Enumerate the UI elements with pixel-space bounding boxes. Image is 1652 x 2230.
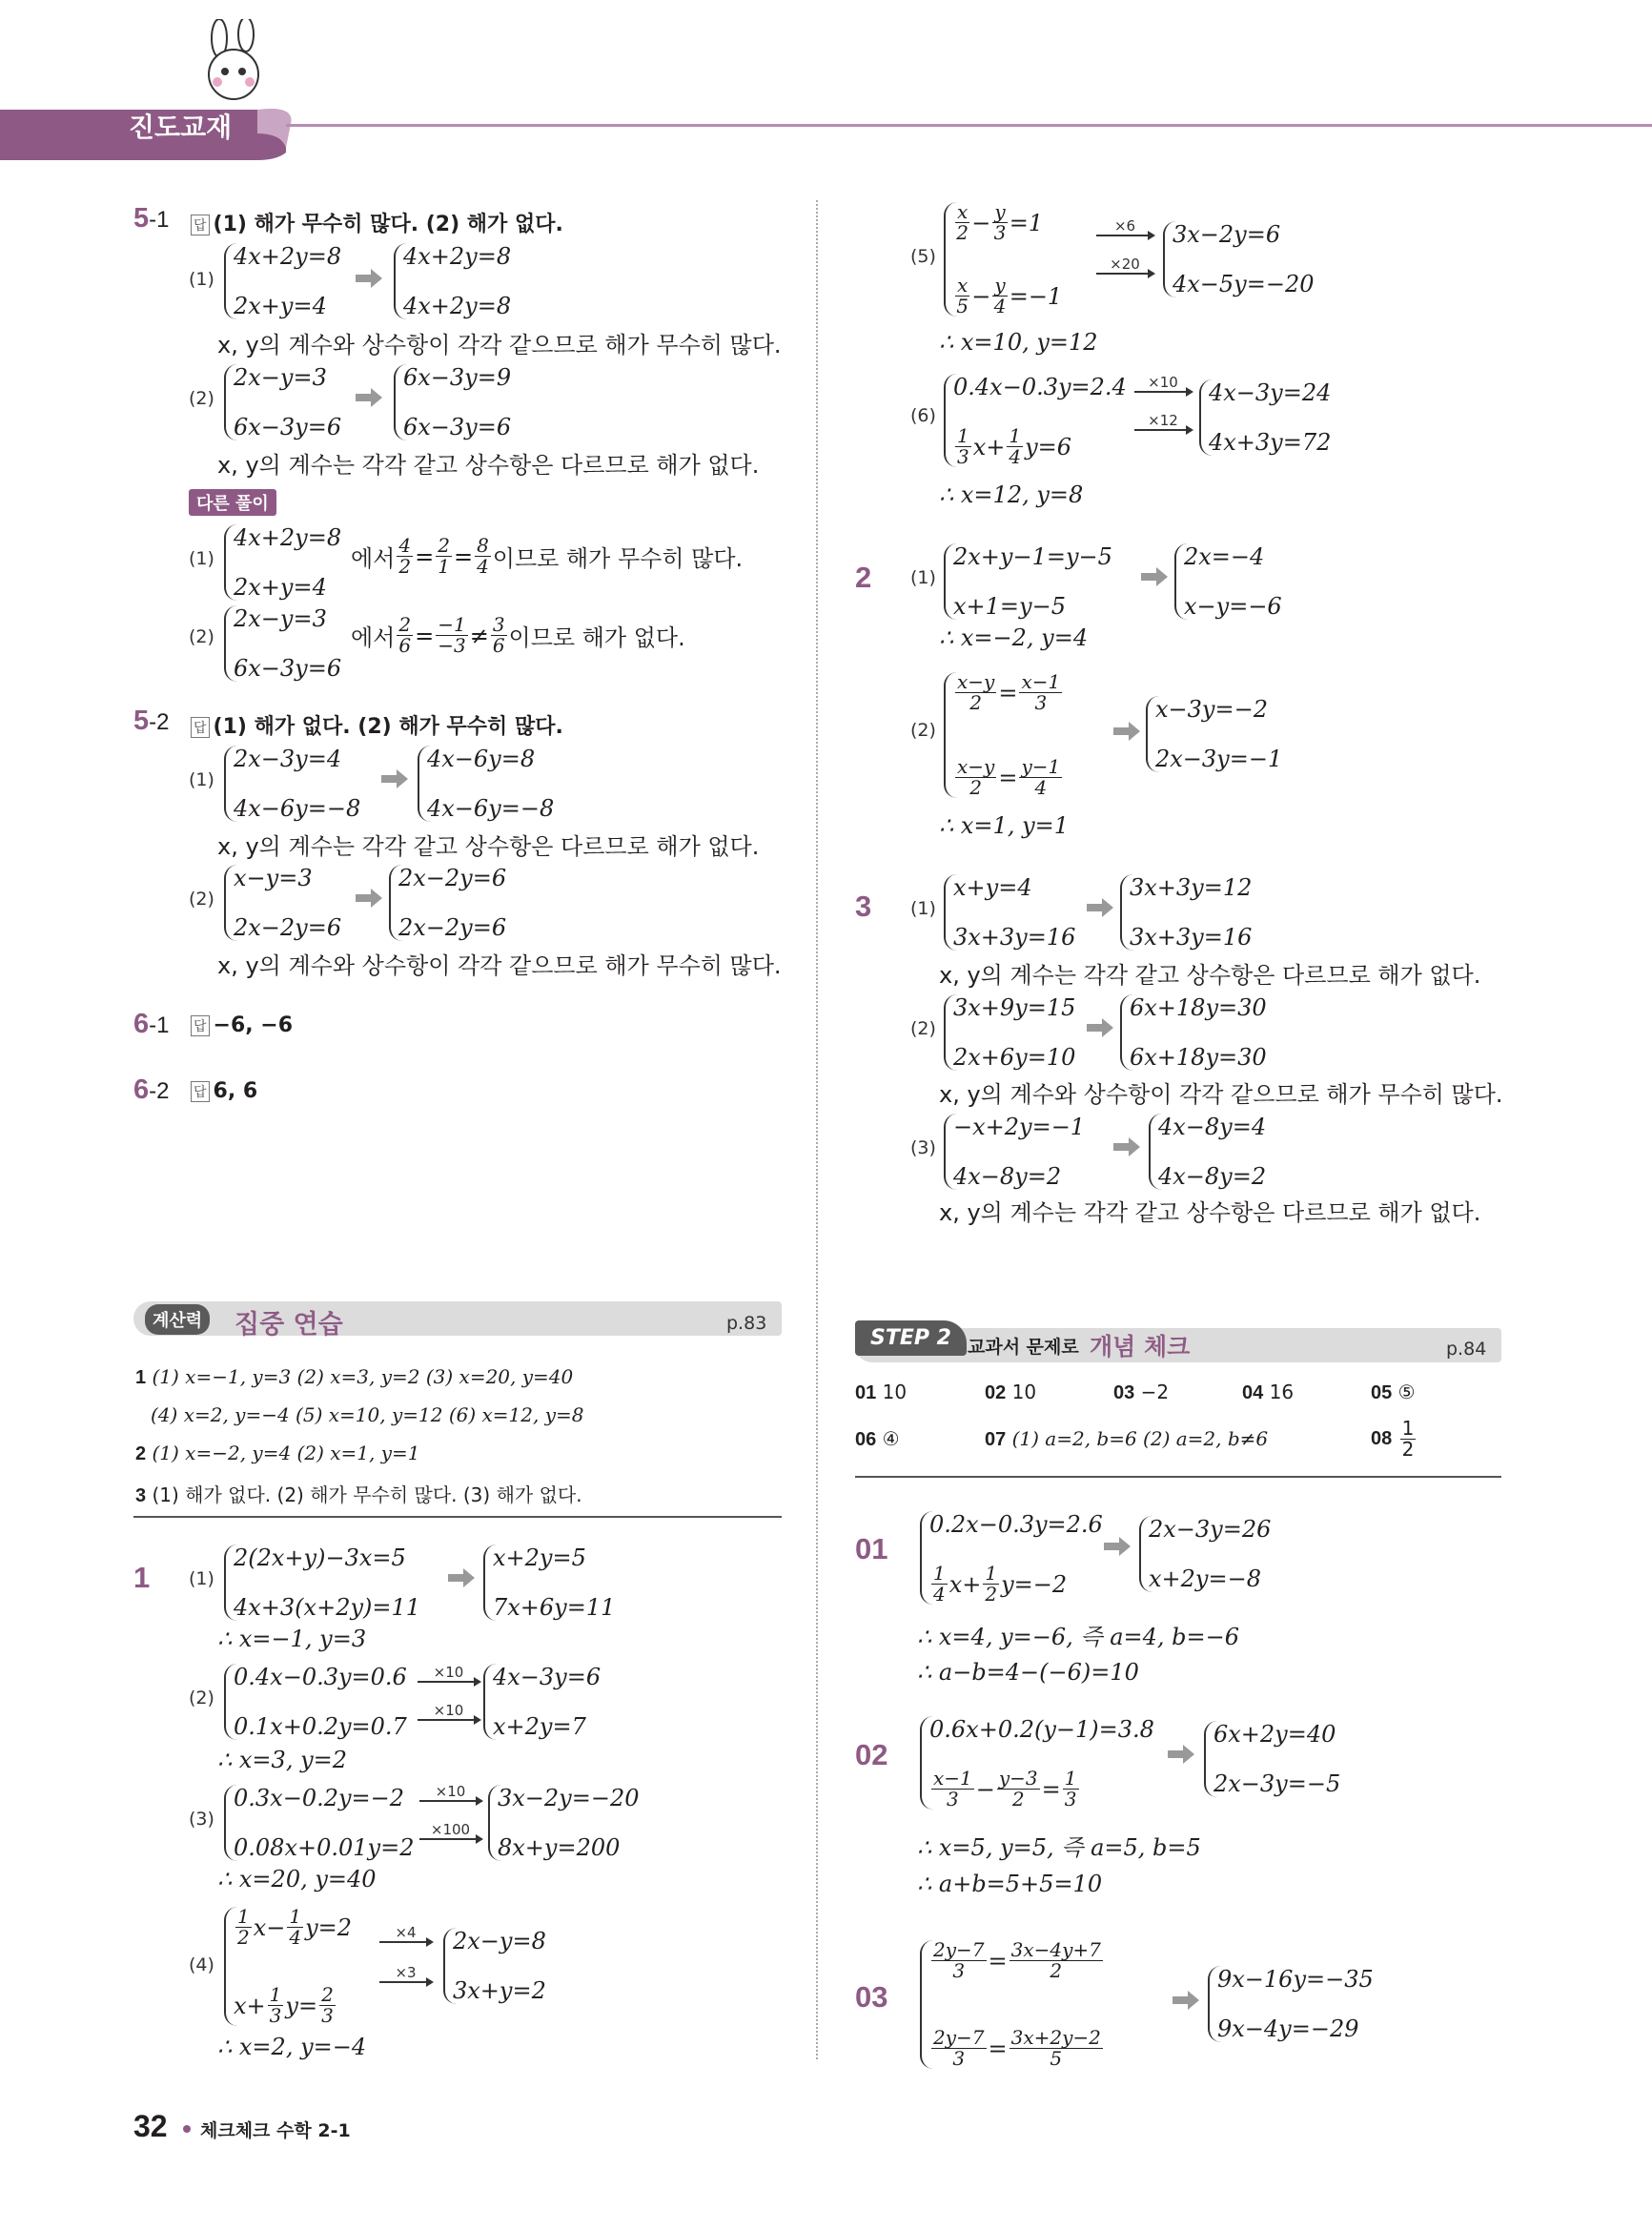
problem-6-1-answer: 답 −6, −6 [191, 1013, 293, 1037]
equation-system: 2x−3y=4 4x−6y=−8 [224, 746, 360, 822]
equation-system: x−y=3 2x−2y=6 [224, 865, 341, 941]
equation-system: 4x−3y=6 x+2y=7 [483, 1664, 601, 1740]
equation-system: $\frac{x-y}{2}$ = $\frac{x-1}{3}$ $\frac{x-y}{2}$ = $\frac{y-1}{4}$ [944, 672, 1064, 798]
arrow-icon [1104, 1537, 1132, 1556]
equation-system: 3x+9y=15 2x+6y=10 [944, 994, 1075, 1071]
check-03-number: 03 [855, 1980, 888, 2014]
arrow-icon [356, 889, 384, 908]
case-label: (1) [910, 898, 936, 919]
problem-5-2-answer: 답 (1) 해가 없다. (2) 해가 무수히 많다. [191, 710, 563, 740]
arrow-icon [381, 769, 410, 788]
case-label: (1) [189, 769, 214, 790]
equation-system: 4x+2y=8 4x+2y=8 [394, 243, 511, 319]
practice-line: 1 (1) x=−1, y=3 (2) x=3, y=2 (3) x=20, y=40 [135, 1365, 574, 1388]
equation-system: 2x−y=8 3x+y=2 [443, 1928, 546, 2004]
arrow-icon [1113, 722, 1142, 741]
case-label: (1) [189, 548, 214, 569]
problem-6-1-number: 6-1 [133, 1009, 170, 1039]
step2-answer: 01 10 [855, 1381, 908, 1403]
problem-6-2-answer: 답 6, 6 [191, 1079, 257, 1103]
arrow-icon [448, 1568, 477, 1587]
equation-system: x−3y=−2 2x−3y=−1 [1146, 696, 1282, 772]
column-divider [816, 200, 818, 2059]
multiply-label: ×100 [419, 1821, 481, 1840]
question-3-number: 3 [855, 890, 872, 923]
check-01-number: 01 [855, 1532, 888, 1565]
arrow-icon [1173, 1991, 1201, 2010]
step2-tag: STEP 2 [855, 1320, 967, 1356]
arrow-icon [1113, 1137, 1142, 1156]
equation-system: 3x−2y=6 4x−5y=−20 [1163, 221, 1315, 297]
step2-pre: 교과서 문제로 [968, 1337, 1079, 1358]
practice-header-bar [133, 1301, 782, 1336]
equation-system: $\frac{2y-7}{3}$ = $\frac{3x-4y+7}{2}$ $\frac{2y-7}{3}$ = $\frac{3x+2y-2}{5}$ [920, 1940, 1105, 2069]
multiply-label: ×4 [379, 1924, 432, 1943]
equation-system: 4x−6y=8 4x−6y=−8 [418, 746, 554, 822]
header [0, 0, 1652, 162]
equation-system: −x+2y=−1 4x−8y=2 [944, 1114, 1085, 1190]
solution-result: ∴ x=5, y=5, 즉 a=5, b=5 [917, 1834, 1201, 1861]
case-label: (1) [189, 269, 214, 290]
header-title: 진도교재 [129, 112, 233, 143]
equation-system: 2x−y=3 6x−3y=6 [224, 364, 341, 440]
ratio-statement: 에서 $\frac{4}{2}$ = $\frac{2}{1}$ = $\frac{8}{4}$ 이므로 해가 무수히 많다. [351, 534, 744, 578]
arrow-icon [1087, 898, 1115, 917]
practice-separator [133, 1516, 782, 1518]
solution-result: ∴ x=10, y=12 [939, 329, 1098, 356]
solution-result: ∴ x=20, y=40 [217, 1866, 377, 1892]
step2-answer: 04 16 [1242, 1381, 1295, 1403]
arrow-icon [1168, 1745, 1196, 1764]
arrow-icon [1087, 1018, 1115, 1037]
arrow-icon [1141, 567, 1170, 586]
equation-system: 0.4x−0.3y=2.4 $\frac{1}{3}$ x+ $\frac{1}{4}$ y=6 [944, 374, 1127, 467]
equation-system: 3x−2y=−20 8x+y=200 [488, 1785, 640, 1861]
problem-5-1-answer: 답 (1) 해가 무수히 많다. (2) 해가 없다. [191, 208, 563, 237]
case-label: (1) [910, 567, 936, 588]
answer-icon: 답 [191, 215, 210, 235]
solution-result: ∴ x=3, y=2 [217, 1747, 348, 1773]
multiply-label: ×20 [1096, 256, 1153, 275]
equation-system: 2x+y−1=y−5 x+1=y−5 [944, 543, 1112, 620]
explanation: x, y의 계수와 상수항이 각각 같으므로 해가 무수히 많다. [939, 1081, 1503, 1108]
explanation: x, y의 계수는 각각 같고 상수항은 다르므로 해가 없다. [939, 1199, 1481, 1226]
step2-title: 개념 체크 [1090, 1333, 1191, 1361]
explanation: x, y의 계수는 각각 같고 상수항은 다르므로 해가 없다. [217, 833, 760, 860]
equation-system: 3x+3y=12 3x+3y=16 [1120, 874, 1252, 951]
equation-system: 4x−8y=4 4x−8y=2 [1149, 1114, 1266, 1190]
case-label: (1) [189, 1568, 214, 1589]
explanation: x, y의 계수는 각각 같고 상수항은 다르므로 해가 없다. [939, 962, 1481, 989]
alt-solution-badge: 다른 풀이 [189, 488, 276, 516]
practice-line: 3 (1) 해가 없다. (2) 해가 무수히 많다. (3) 해가 없다. [135, 1483, 582, 1506]
bunny-mascot-icon [191, 19, 276, 105]
case-label: (2) [189, 626, 214, 647]
explanation: x, y의 계수와 상수항이 각각 같으므로 해가 무수히 많다. [217, 952, 782, 979]
solution-result: ∴ x=2, y=−4 [217, 2034, 367, 2060]
solution-result: ∴ x=−2, y=4 [939, 624, 1089, 651]
question-2-number: 2 [855, 561, 872, 594]
multiply-label: ×10 [1134, 374, 1192, 393]
equation-system: $\frac{1}{2}$ x− $\frac{1}{4}$ y=2 x+ $\frac{1}{3}$ y= $\frac{2}{3}$ [224, 1907, 352, 2026]
multiply-label: ×12 [1134, 412, 1192, 431]
equation-system: x+y=4 3x+3y=16 [944, 874, 1075, 951]
page-number: 32 [133, 2109, 168, 2143]
practice-title: 집중 연습 [235, 1310, 343, 1340]
case-label: (2) [910, 1018, 936, 1039]
practice-tag: 계산력 [145, 1304, 210, 1335]
equation-system: 0.3x−0.2y=−2 0.08x+0.01y=2 [224, 1785, 414, 1861]
book-title: 체크체크 수학 2-1 [200, 2120, 351, 2141]
equation-system: 9x−16y=−35 9x−4y=−29 [1208, 1966, 1374, 2042]
multiply-label: ×3 [379, 1964, 432, 1983]
multiply-label: ×6 [1096, 217, 1153, 236]
ratio-statement: 에서 $\frac{2}{6}$ = $\frac{-1}{-3}$ ≠ $\frac{3}{6}$ 이므로 해가 없다. [351, 613, 685, 657]
equation-system: 6x−3y=9 6x−3y=6 [394, 364, 511, 440]
equation-system: 2x=−4 x−y=−6 [1174, 543, 1282, 620]
footer-dot-icon [183, 2125, 191, 2133]
equation-system: 2(2x+y)−3x=5 4x+3(x+2y)=11 [224, 1545, 420, 1621]
practice-page: p.83 [726, 1313, 767, 1334]
solution-result: ∴ a−b=4−(−6)=10 [917, 1659, 1139, 1686]
answer-icon: 답 [191, 1015, 210, 1036]
answer-icon: 답 [191, 717, 210, 738]
solution-result: ∴ x=4, y=−6, 즉 a=4, b=−6 [917, 1624, 1239, 1650]
equation-system: 2x−2y=6 2x−2y=6 [389, 865, 506, 941]
equation-system: x+2y=5 7x+6y=11 [483, 1545, 615, 1621]
arrow-icon [356, 269, 384, 288]
equation-system: 4x+2y=8 2x+y=4 [224, 524, 341, 601]
equation-system: 6x+18y=30 6x+18y=30 [1120, 994, 1267, 1071]
equation-system: 2x−3y=26 x+2y=−8 [1139, 1516, 1271, 1592]
question-1-number: 1 [133, 1561, 151, 1594]
multiply-label: ×10 [418, 1702, 479, 1721]
explanation: x, y의 계수와 상수항이 각각 같으므로 해가 무수히 많다. [217, 332, 782, 358]
answer-icon: 답 [191, 1081, 210, 1102]
step2-answer: 07 (1) a=2, b=6 (2) a=2, b≠6 [985, 1427, 1269, 1450]
case-label: (3) [910, 1137, 936, 1158]
check-02-number: 02 [855, 1738, 888, 1771]
step2-page: p.84 [1446, 1339, 1487, 1360]
equation-system: $\frac{x}{2}$ − $\frac{y}{3}$ =1 $\frac{x}{5}$ − $\frac{y}{4}$ =−1 [944, 202, 1062, 317]
equation-system: 0.4x−0.3y=0.6 0.1x+0.2y=0.7 [224, 1664, 407, 1740]
equation-system: 4x−3y=24 4x+3y=72 [1199, 379, 1331, 456]
equation-system: 4x+2y=8 2x+y=4 [224, 243, 341, 319]
equation-system: 2x−y=3 6x−3y=6 [224, 605, 341, 682]
case-label: (4) [189, 1954, 214, 1975]
problem-6-2-number: 6-2 [133, 1074, 170, 1105]
step2-answer: 08 $\frac{1}{2}$ [1371, 1417, 1415, 1461]
multiply-label: ×10 [418, 1664, 479, 1683]
step2-answer: 02 10 [985, 1381, 1037, 1403]
step2-answer: 03 −2 [1113, 1381, 1170, 1403]
step2-separator [855, 1476, 1501, 1478]
case-label: (2) [189, 1688, 214, 1708]
equation-system: 0.2x−0.3y=2.6 $\frac{1}{4}$ x+ $\frac{1}{2}$ y=−2 [920, 1511, 1103, 1605]
solution-result: ∴ a+b=5+5=10 [917, 1871, 1103, 1897]
arrow-icon [356, 388, 384, 407]
step2-answer: 06 ④ [855, 1427, 900, 1450]
case-label: (3) [189, 1809, 214, 1830]
case-label: (2) [189, 889, 214, 910]
practice-line: 2 (1) x=−2, y=4 (2) x=1, y=1 [135, 1442, 420, 1464]
case-label: (5) [910, 246, 936, 267]
equation-system: 0.6x+0.2(y−1)=3.8 $\frac{x-1}{3}$ − $\frac{y-3}{2}$ = $\frac{1}{3}$ [920, 1716, 1154, 1810]
equation-system: 6x+2y=40 2x−3y=−5 [1204, 1721, 1340, 1797]
solution-result: ∴ x=1, y=1 [939, 812, 1070, 839]
explanation: x, y의 계수는 각각 같고 상수항은 다르므로 해가 없다. [217, 452, 760, 479]
solution-result: ∴ x=−1, y=3 [217, 1626, 367, 1652]
case-label: (6) [910, 405, 936, 426]
multiply-label: ×10 [419, 1783, 481, 1802]
problem-5-2-number: 5-2 [133, 706, 170, 736]
case-label: (2) [189, 388, 214, 409]
case-label: (2) [910, 720, 936, 741]
step2-answer: 05 ⑤ [1371, 1381, 1416, 1403]
solution-result: ∴ x=12, y=8 [939, 481, 1084, 508]
problem-5-1-number: 5-1 [133, 203, 170, 234]
practice-line: (4) x=2, y=−4 (5) x=10, y=12 (6) x=12, y=8 [151, 1403, 584, 1426]
